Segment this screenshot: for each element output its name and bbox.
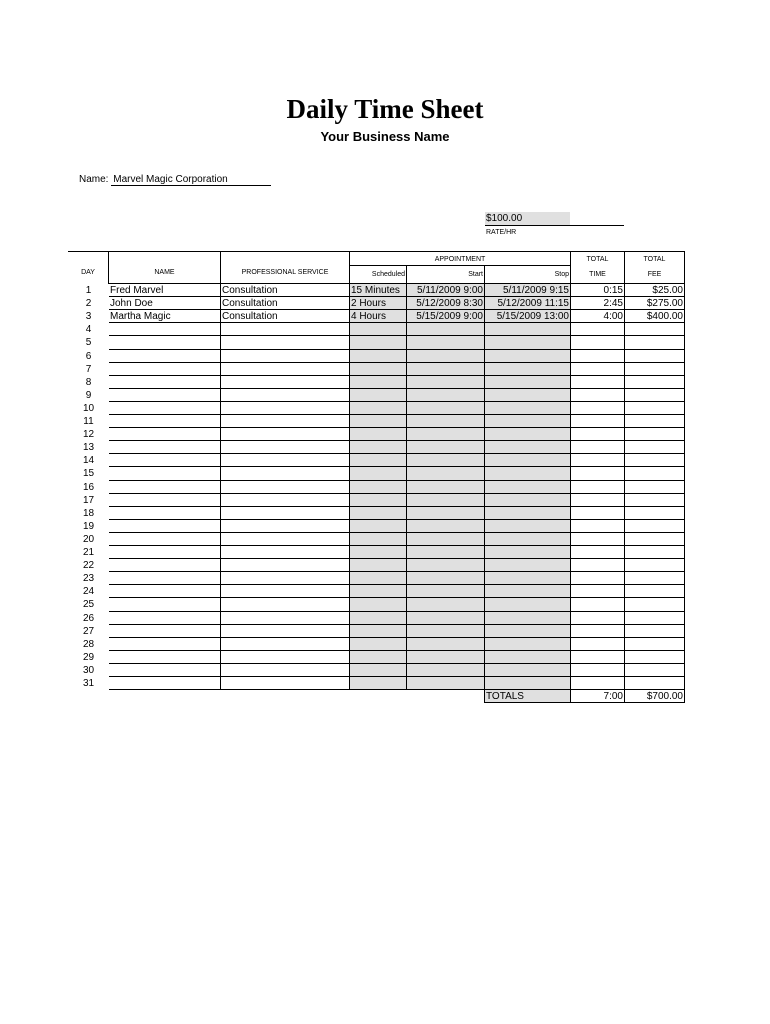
cell-start[interactable]	[407, 507, 485, 520]
cell-start[interactable]	[407, 481, 485, 494]
cell-scheduled[interactable]	[350, 415, 407, 428]
cell-service[interactable]	[221, 664, 350, 677]
cell-day: 30	[82, 665, 95, 676]
cell-service[interactable]	[221, 454, 350, 467]
cell-time[interactable]	[571, 441, 625, 454]
header-appointment: APPOINTMENT	[350, 252, 571, 266]
cell-service[interactable]	[221, 520, 350, 533]
cell-stop[interactable]	[485, 638, 571, 651]
cell-stop[interactable]	[485, 572, 571, 585]
cell-stop[interactable]	[485, 533, 571, 546]
cell-time[interactable]	[571, 612, 625, 625]
cell-time[interactable]	[571, 415, 625, 428]
cell-service[interactable]	[221, 598, 350, 612]
cell-stop[interactable]	[485, 389, 571, 402]
cell-day: 25	[82, 599, 95, 610]
cell-name[interactable]	[109, 507, 221, 520]
cell-stop[interactable]	[485, 546, 571, 559]
cell-name[interactable]	[109, 546, 221, 559]
cell-scheduled[interactable]	[350, 323, 407, 336]
cell-time[interactable]	[571, 363, 625, 376]
cell-name[interactable]	[109, 415, 221, 428]
cell-fee[interactable]	[625, 638, 685, 651]
cell-fee[interactable]	[625, 376, 685, 389]
rate-field	[485, 212, 624, 226]
cell-fee[interactable]	[625, 363, 685, 376]
cell-service[interactable]	[221, 441, 350, 454]
cell-fee[interactable]	[625, 598, 685, 612]
cell-day: 3	[85, 311, 92, 322]
cell-start[interactable]	[407, 441, 485, 454]
cell-fee[interactable]	[625, 677, 685, 690]
cell-time[interactable]	[571, 664, 625, 677]
cell-service[interactable]: Consultation	[221, 310, 350, 323]
header-scheduled: Scheduled	[350, 266, 407, 284]
cell-scheduled[interactable]	[350, 546, 407, 559]
cell-day: 16	[82, 482, 95, 493]
cell-time[interactable]	[571, 376, 625, 389]
name-line	[79, 174, 271, 186]
cell-day: 31	[82, 678, 95, 689]
cell-service[interactable]	[221, 507, 350, 520]
cell-stop[interactable]	[485, 651, 571, 664]
cell-fee[interactable]	[625, 572, 685, 585]
cell-name[interactable]	[109, 467, 221, 481]
cell-time[interactable]: 4:00	[571, 310, 625, 323]
cell-time[interactable]	[571, 428, 625, 441]
cell-time[interactable]	[571, 546, 625, 559]
cell-start[interactable]	[407, 572, 485, 585]
cell-name[interactable]	[109, 598, 221, 612]
sheet-title: Daily Time Sheet	[286, 94, 484, 124]
totals-left-rule	[484, 690, 485, 703]
cell-time[interactable]	[571, 507, 625, 520]
cell-day: 7	[85, 364, 92, 375]
cell-stop[interactable]	[485, 376, 571, 389]
cell-time[interactable]	[571, 625, 625, 638]
cell-scheduled[interactable]	[350, 389, 407, 402]
cell-start[interactable]: 5/12/2009 8:30	[407, 297, 485, 310]
cell-name[interactable]	[109, 376, 221, 389]
cell-scheduled[interactable]: 2 Hours	[350, 297, 407, 310]
cell-day: 23	[82, 573, 95, 584]
cell-fee[interactable]	[625, 428, 685, 441]
cell-start[interactable]	[407, 625, 485, 638]
cell-stop[interactable]	[485, 402, 571, 415]
cell-name[interactable]	[109, 664, 221, 677]
cell-service[interactable]	[221, 625, 350, 638]
cell-start[interactable]	[407, 677, 485, 690]
cell-start[interactable]	[407, 546, 485, 559]
cell-stop[interactable]	[485, 428, 571, 441]
cell-service[interactable]	[221, 389, 350, 402]
cell-day: 17	[82, 495, 95, 506]
cell-time[interactable]	[571, 467, 625, 481]
cell-scheduled[interactable]	[350, 350, 407, 363]
cell-day: 26	[82, 613, 95, 624]
cell-start[interactable]	[407, 585, 485, 598]
cell-scheduled[interactable]	[350, 441, 407, 454]
cell-time[interactable]	[571, 481, 625, 494]
cell-service[interactable]	[221, 494, 350, 507]
cell-stop[interactable]	[485, 454, 571, 467]
cell-scheduled[interactable]	[350, 612, 407, 625]
cell-time[interactable]	[571, 598, 625, 612]
cell-service[interactable]	[221, 533, 350, 546]
cell-scheduled[interactable]	[350, 638, 407, 651]
cell-stop[interactable]: 5/11/2009 9:15	[485, 284, 571, 297]
cell-fee[interactable]	[625, 481, 685, 494]
cell-stop[interactable]	[485, 559, 571, 572]
cell-name[interactable]	[109, 363, 221, 376]
cell-day: 29	[82, 652, 95, 663]
cell-start[interactable]	[407, 664, 485, 677]
cell-service[interactable]: Consultation	[221, 297, 350, 310]
cell-service[interactable]	[221, 612, 350, 625]
cell-scheduled[interactable]	[350, 559, 407, 572]
cell-name[interactable]	[109, 350, 221, 363]
cell-start[interactable]: 5/11/2009 9:00	[407, 284, 485, 297]
cell-stop[interactable]	[485, 441, 571, 454]
cell-fee[interactable]	[625, 520, 685, 533]
cell-day: 18	[82, 508, 95, 519]
header-total-fee-1: TOTAL	[625, 252, 685, 266]
cell-scheduled[interactable]	[350, 625, 407, 638]
cell-name[interactable]	[109, 585, 221, 598]
cell-start[interactable]	[407, 350, 485, 363]
cell-stop[interactable]	[485, 415, 571, 428]
cell-stop[interactable]	[485, 323, 571, 336]
cell-day: 24	[82, 586, 95, 597]
cell-fee[interactable]: $25.00	[625, 284, 685, 297]
cell-name[interactable]	[109, 454, 221, 467]
cell-scheduled[interactable]	[350, 363, 407, 376]
cell-fee[interactable]	[625, 546, 685, 559]
cell-name[interactable]	[109, 323, 221, 336]
cell-service[interactable]	[221, 323, 350, 336]
cell-day: 4	[85, 324, 92, 335]
cell-fee[interactable]: $275.00	[625, 297, 685, 310]
cell-day: 10	[82, 403, 95, 414]
business-name: Your Business Name	[320, 129, 450, 144]
cell-start[interactable]	[407, 467, 485, 481]
cell-service[interactable]	[221, 559, 350, 572]
cell-scheduled[interactable]: 4 Hours	[350, 310, 407, 323]
header-fee: FEE	[625, 266, 685, 284]
cell-start[interactable]	[407, 323, 485, 336]
cell-fee[interactable]	[625, 651, 685, 664]
cell-name[interactable]	[109, 441, 221, 454]
cell-service[interactable]: Consultation	[221, 284, 350, 297]
cell-name[interactable]	[109, 559, 221, 572]
cell-start[interactable]	[407, 638, 485, 651]
cell-name[interactable]	[109, 533, 221, 546]
cell-scheduled[interactable]	[350, 651, 407, 664]
cell-day: 5	[85, 337, 92, 348]
cell-start[interactable]: 5/15/2009 9:00	[407, 310, 485, 323]
cell-time[interactable]	[571, 454, 625, 467]
header-day: DAY	[68, 252, 109, 284]
cell-fee[interactable]	[625, 664, 685, 677]
cell-time[interactable]: 0:15	[571, 284, 625, 297]
cell-fee[interactable]	[625, 612, 685, 625]
cell-stop[interactable]: 5/15/2009 13:00	[485, 310, 571, 323]
cell-service[interactable]	[221, 415, 350, 428]
cell-service[interactable]	[221, 376, 350, 389]
cell-service[interactable]	[221, 402, 350, 415]
cell-stop[interactable]	[485, 612, 571, 625]
name-value[interactable]: Marvel Magic Corporation	[111, 174, 271, 186]
header-start: Start	[407, 266, 485, 284]
cell-name[interactable]	[109, 428, 221, 441]
cell-name[interactable]: Fred Marvel	[109, 284, 221, 297]
cell-time[interactable]	[571, 585, 625, 598]
cell-scheduled[interactable]	[350, 376, 407, 389]
cell-stop[interactable]	[485, 625, 571, 638]
cell-stop[interactable]	[485, 350, 571, 363]
cell-scheduled[interactable]	[350, 481, 407, 494]
cell-day: 20	[82, 534, 95, 545]
cell-scheduled[interactable]	[350, 402, 407, 415]
cell-scheduled[interactable]: 15 Minutes	[350, 284, 407, 297]
cell-service[interactable]	[221, 350, 350, 363]
cell-time[interactable]	[571, 402, 625, 415]
cell-fee[interactable]	[625, 323, 685, 336]
cell-day: 13	[82, 442, 95, 453]
cell-scheduled[interactable]	[350, 507, 407, 520]
cell-name[interactable]	[109, 651, 221, 664]
cell-name[interactable]	[109, 520, 221, 533]
cell-fee[interactable]	[625, 454, 685, 467]
cell-stop[interactable]	[485, 520, 571, 533]
cell-time[interactable]	[571, 533, 625, 546]
cell-service[interactable]	[221, 336, 350, 350]
cell-start[interactable]	[407, 651, 485, 664]
header-time: TIME	[571, 266, 625, 284]
cell-scheduled[interactable]	[350, 467, 407, 481]
cell-start[interactable]	[407, 336, 485, 350]
cell-time[interactable]	[571, 389, 625, 402]
cell-fee[interactable]	[625, 441, 685, 454]
name-label: Name:	[79, 174, 109, 185]
cell-start[interactable]	[407, 494, 485, 507]
cell-start[interactable]	[407, 533, 485, 546]
cell-start[interactable]	[407, 376, 485, 389]
cell-scheduled[interactable]	[350, 336, 407, 350]
cell-fee[interactable]	[625, 507, 685, 520]
cell-day: 11	[83, 416, 94, 427]
cell-name[interactable]	[109, 572, 221, 585]
totals-time: 7:00	[571, 690, 625, 703]
cell-scheduled[interactable]	[350, 585, 407, 598]
cell-scheduled[interactable]	[350, 454, 407, 467]
cell-day: 1	[85, 285, 92, 296]
cell-fee[interactable]	[625, 533, 685, 546]
cell-scheduled[interactable]	[350, 428, 407, 441]
cell-service[interactable]	[221, 572, 350, 585]
cell-time[interactable]	[571, 494, 625, 507]
cell-fee[interactable]	[625, 625, 685, 638]
cell-fee[interactable]	[625, 336, 685, 350]
header-stop: Stop	[485, 266, 571, 284]
cell-name[interactable]	[109, 481, 221, 494]
cell-fee[interactable]: $400.00	[625, 310, 685, 323]
cell-day: 12	[82, 429, 95, 440]
cell-scheduled[interactable]	[350, 572, 407, 585]
cell-name[interactable]	[109, 625, 221, 638]
cell-name[interactable]	[109, 389, 221, 402]
cell-scheduled[interactable]	[350, 677, 407, 690]
cell-fee[interactable]	[625, 585, 685, 598]
cell-day: 9	[85, 390, 92, 401]
cell-time[interactable]	[571, 336, 625, 350]
cell-service[interactable]	[221, 363, 350, 376]
cell-scheduled[interactable]	[350, 520, 407, 533]
totals-label: TOTALS	[485, 690, 571, 703]
cell-fee[interactable]	[625, 494, 685, 507]
cell-fee[interactable]	[625, 402, 685, 415]
header-total-time-1: TOTAL	[571, 252, 625, 266]
cell-name[interactable]	[109, 494, 221, 507]
cell-time[interactable]	[571, 520, 625, 533]
cell-time[interactable]	[571, 677, 625, 690]
cell-day: 27	[82, 626, 95, 637]
cell-service[interactable]	[221, 481, 350, 494]
cell-day: 21	[82, 547, 95, 558]
cell-time[interactable]: 2:45	[571, 297, 625, 310]
cell-service[interactable]	[221, 638, 350, 651]
cell-service[interactable]	[221, 428, 350, 441]
cell-day: 14	[82, 455, 95, 466]
cell-time[interactable]	[571, 572, 625, 585]
cell-stop[interactable]: 5/12/2009 11:15	[485, 297, 571, 310]
cell-stop[interactable]	[485, 677, 571, 690]
cell-name[interactable]: John Doe	[109, 297, 221, 310]
totals-fee: $700.00	[625, 690, 685, 703]
cell-scheduled[interactable]	[350, 533, 407, 546]
cell-time[interactable]	[571, 350, 625, 363]
cell-service[interactable]	[221, 585, 350, 598]
cell-name[interactable]	[109, 402, 221, 415]
rate-value[interactable]: $100.00	[485, 212, 570, 225]
cell-scheduled[interactable]	[350, 494, 407, 507]
cell-time[interactable]	[571, 651, 625, 664]
cell-start[interactable]	[407, 389, 485, 402]
cell-fee[interactable]	[625, 389, 685, 402]
cell-day: 6	[85, 351, 92, 362]
cell-day: 15	[82, 468, 95, 479]
cell-day: 8	[85, 377, 92, 388]
cell-time[interactable]	[571, 638, 625, 651]
cell-day: 22	[82, 560, 95, 571]
cell-start[interactable]	[407, 402, 485, 415]
cell-stop[interactable]	[485, 585, 571, 598]
cell-time[interactable]	[571, 323, 625, 336]
cell-time[interactable]	[571, 559, 625, 572]
cell-start[interactable]	[407, 428, 485, 441]
cell-stop[interactable]	[485, 336, 571, 350]
cell-stop[interactable]	[485, 664, 571, 677]
cell-day: 28	[82, 639, 95, 650]
cell-scheduled[interactable]	[350, 664, 407, 677]
cell-service[interactable]	[221, 677, 350, 690]
cell-start[interactable]	[407, 559, 485, 572]
cell-day: 2	[85, 298, 92, 309]
cell-name[interactable]	[109, 336, 221, 350]
header-service: PROFESSIONAL SERVICE	[221, 252, 350, 284]
cell-stop[interactable]	[485, 598, 571, 612]
cell-scheduled[interactable]	[350, 598, 407, 612]
cell-start[interactable]	[407, 598, 485, 612]
cell-day: 19	[82, 521, 95, 532]
cell-name[interactable]: Martha Magic	[109, 310, 221, 323]
cell-stop[interactable]	[485, 507, 571, 520]
header-name: NAME	[109, 252, 221, 284]
cell-stop[interactable]	[485, 481, 571, 494]
cell-start[interactable]	[407, 612, 485, 625]
cell-service[interactable]	[221, 467, 350, 481]
cell-start[interactable]	[407, 520, 485, 533]
cell-stop[interactable]	[485, 363, 571, 376]
rate-label: RATE/HR	[486, 229, 517, 236]
cell-fee[interactable]	[625, 559, 685, 572]
cell-stop[interactable]	[485, 467, 571, 481]
cell-start[interactable]	[407, 454, 485, 467]
cell-service[interactable]	[221, 651, 350, 664]
cell-fee[interactable]	[625, 467, 685, 481]
cell-name[interactable]	[109, 612, 221, 625]
cell-name[interactable]	[109, 677, 221, 690]
cell-start[interactable]	[407, 415, 485, 428]
cell-stop[interactable]	[485, 494, 571, 507]
cell-service[interactable]	[221, 546, 350, 559]
cell-fee[interactable]	[625, 415, 685, 428]
cell-fee[interactable]	[625, 350, 685, 363]
cell-start[interactable]	[407, 363, 485, 376]
cell-name[interactable]	[109, 638, 221, 651]
